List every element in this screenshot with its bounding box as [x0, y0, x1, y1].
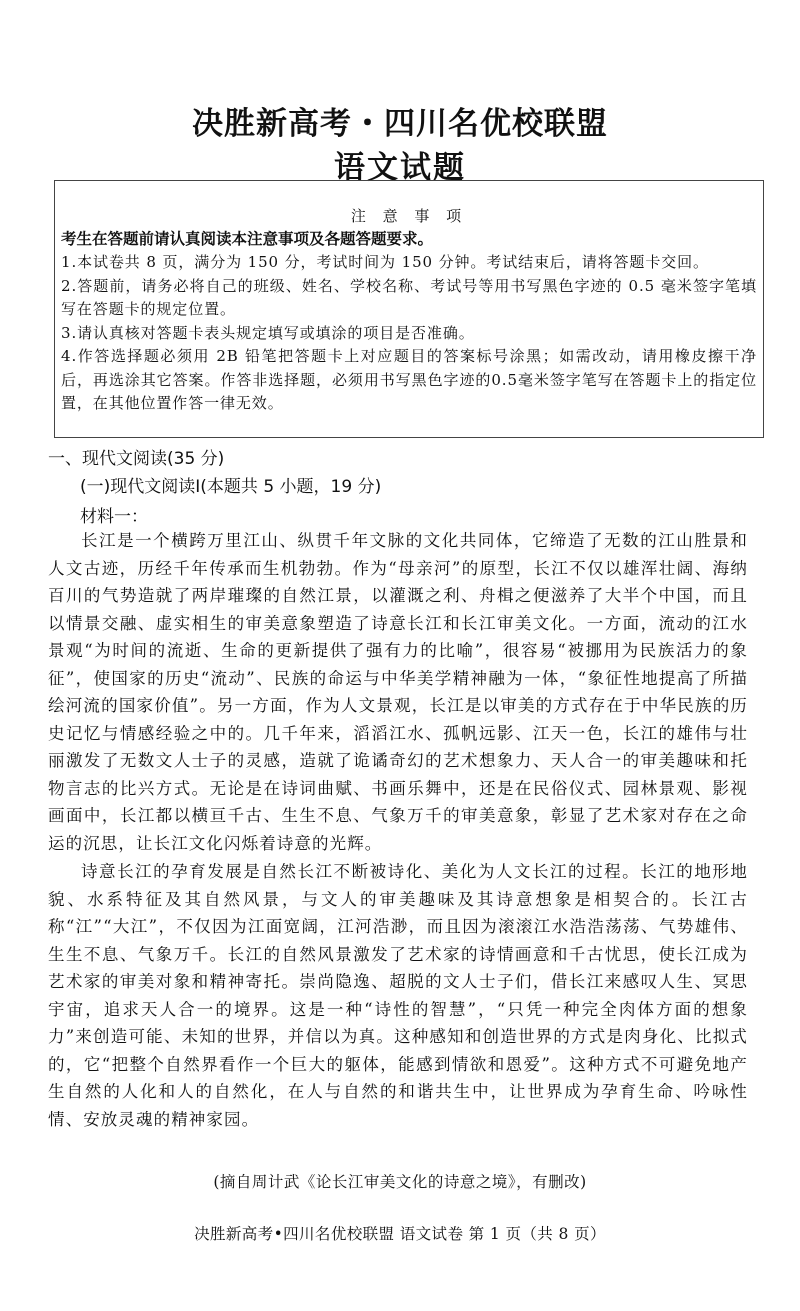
material-paragraph: 长江是一个横跨万里江山、纵贯千年文脉的文化共同体，它缔造了无数的江山胜景和人文古迹，历经千年传承而生机勃勃。作为“母亲河”的原型，长江不仅以雄浑壮阔、海纳百川的气势造就了两岸璀璨的自然江景，以灌溉之利、舟楫之便滋养了大半个中国，而且以情景交融、虚实相生的审美意象塑造了诗意长江和长江审美文化。一方面，流动的江水景观“为时间的流逝、生命的更新提供了强有力的比喻”，很容易“被挪用为民族活力的象征”，使国家的历史“流动”、民族的命运与中华美学精神融为一体，“象征性地提高了所描绘河流的国家价值”。另一方面，作为人文景观，长江是以审美的方式存在于中华民族的历史记忆与情感经验之中的。几千年来，滔滔江水、孤帆远影、江天一色，长江的雄伟与壮丽激发了无数文人士子的灵感，造就了诡谲奇幻的艺术想象力、天人合一的审美趣味和托物言志的比兴方式。无论是在诗词曲赋、书画乐舞中，还是在民俗仪式、园林景观、影视画面中，长江都以横亘千古、生生不息、气象万千的审美意象，彰显了艺术家对存在之命运的沉思，让长江文化闪烁着诗意的光辉。: [48, 531, 748, 853]
notice-box: [54, 180, 764, 438]
notice-item: 2.答题前，请务必将自己的班级、姓名、学校名称、考试号等用书写黑色字迹的 0.5 毫米签字笔填写在答题卡的规定位置。: [61, 276, 757, 318]
exam-subtitle: 语文试题: [334, 150, 466, 186]
material-label: 材料一：: [80, 507, 148, 527]
notice-item: 3.请认真核对答题卡表头规定填写或填涂的项目是否准确。: [61, 323, 475, 342]
notice-item: 4.作答选择题必须用 2B 铅笔把答题卡上对应题目的答案标号涂黑；如需改动，请用橡皮擦干净后，再选涂其它答案。作答非选择题，必须用书写黑色字迹的0.5毫米签字笔写在答题卡上的指定位置，在其他位置作答一律无效。: [61, 347, 757, 412]
exam-title: 决胜新高考・四川名优校联盟: [192, 106, 608, 142]
notice-heading: 注 意 事 项: [350, 207, 468, 225]
notice-intro: 考生在答题前请认真阅读本注意事项及各题答题要求。: [61, 230, 434, 248]
page-footer: 决胜新高考•四川名优校联盟 语文试卷 第 1 页（共 8 页）: [194, 1225, 606, 1243]
source-citation: (摘自周计武《论长江审美文化的诗意之境》，有删改): [213, 1173, 587, 1191]
material-paragraph: 诗意长江的孕育发展是自然长江不断被诗化、美化为人文长江的过程。长江的地形地貌、水系特征及其自然风景，与文人的审美趣味及其诗意想象是相契合的。长江古称“江”“大江”，不仅因为江面宽阔，江河浩渺，而且因为滚滚江水浩浩荡荡、气势雄伟、生生不息、气象万千。长江的自然风景激发了艺术家的诗情画意和千古忧思，使长江成为艺术家的审美对象和精神寄托。崇尚隐逸、超脱的文人士子们，借长江来感叹人生、冥思宇宙，追求天人合一的境界。这是一种“诗性的智慧”，“只凭一种完全肉体方面的想象力”来创造可能、未知的世界，并信以为真。这种感知和创造世界的方式是肉身化、比拟式的，它“把整个自然界看作一个巨大的躯体，能感到情欲和恩爱”。这种方式不可避免地产生自然的人化和人的自然化，在人与自然的和谐共生中，让世界成为孕育生命、吟咏性情、安放灵魂的精神家园。: [48, 862, 748, 1129]
section-heading: 一、现代文阅读(35 分): [48, 449, 225, 469]
subsection-heading: (一)现代文阅读Ⅰ(本题共 5 小题，19 分): [80, 477, 382, 497]
notice-item: 1.本试卷共 8 页，满分为 150 分，考试时间为 150 分钟。考试结束后，请将答题卡交回。: [61, 253, 709, 271]
